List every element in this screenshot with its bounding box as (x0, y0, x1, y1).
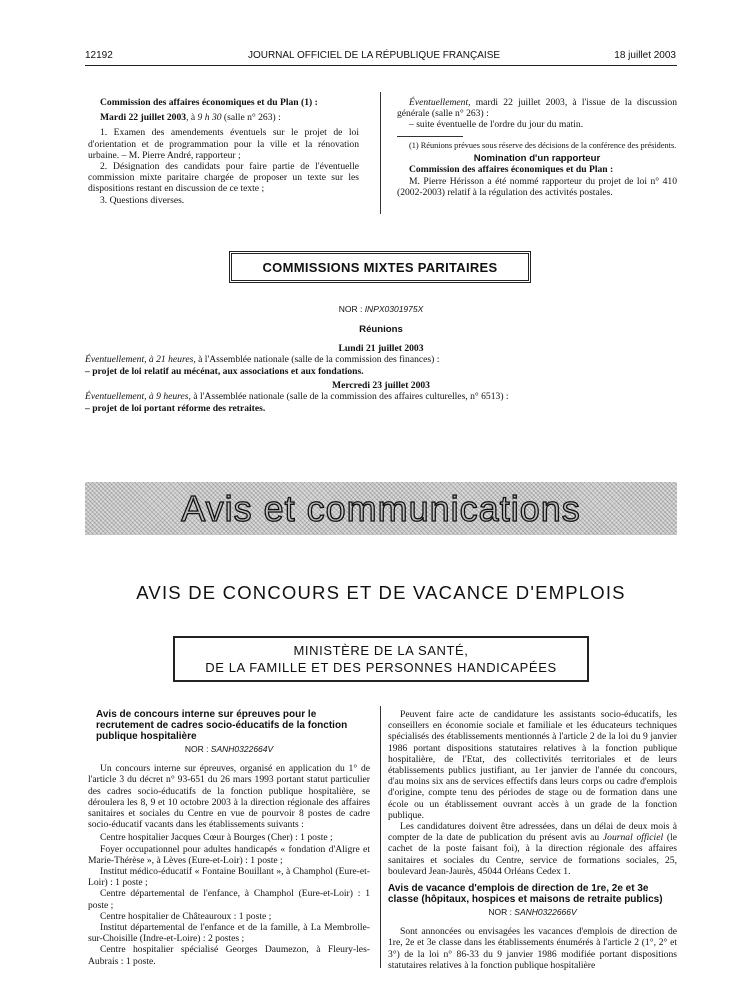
notice-paragraph: Les candidatures doivent être adressées, dans un délai de deux mois à compter de la date de publication du présent avis au Journal officiel (le cachet de la poste faisant foi), à la direction régionale des affaires sanitaires et sociales du Centre, service de formations sociales, 25, boulevard Jean-Jaurès, 45044 Orléans Cedex 1. (388, 821, 677, 877)
page-number: 12192 (85, 50, 113, 61)
notice-paragraph: Sont annoncées ou envisagées les vacances d'emplois de direction de 1re, 2e et 3e classe dans les établissements énumérés à l'article 2 (1°, 2° et 3°) de la loi n° 86-33 du 9 janvier 1986 modifiée portant dispositions statutaires relatives à la fonction publique hospitalière (388, 926, 677, 971)
bottom-left-column (88, 709, 370, 967)
notice-title: Avis de concours interne sur épreuves pour le recrutement de cadres socio-éducatifs de la fonction publique hospitalière (96, 709, 348, 742)
banner-title: Avis et communications (181, 487, 581, 529)
notice-title: Avis de vacance d'emplois de direction de 1re, 2e et 3e classe (hôpitaux, hospices et maisons de retraite publics) (388, 883, 663, 906)
reunions-heading: Réunions (359, 324, 403, 336)
top-right-column (397, 97, 677, 198)
nomination-text: M. Pierre Hérisson a été nommé rapporteur du projet de loi n° 410 (2002-2003) relatif à la régulation des activités postales. (397, 175, 677, 198)
column-divider (380, 706, 381, 968)
cmp-section (85, 304, 677, 414)
ministry-line: MINISTÈRE DE LA SANTÉ, (293, 643, 469, 658)
column-divider (380, 92, 381, 214)
header-rule (85, 65, 677, 66)
meeting-day: Mercredi 23 juillet 2003 (332, 380, 430, 392)
meeting-line: Mardi 22 juillet 2003, à 9 h 30 (salle n° 263) : (100, 112, 281, 124)
avis-heading: AVIS DE CONCOURS ET DE VACANCE D'EMPLOIS (136, 582, 626, 603)
nor-reference: NOR : INPX0301975X (338, 304, 424, 314)
agenda-item: 1. Examen des amendements éventuels sur le projet de loi d'orientation et de programmation pour la ville et la rénovation urbaine. – M. Pierre André, rapporteur ; (88, 127, 359, 161)
agenda-item: – suite éventuelle de l'ordre du jour du matin. (409, 119, 584, 131)
establishment-item: Centre hospitalier Jacques Cœur à Bourges (Cher) : 1 poste ; (100, 832, 333, 844)
commission-heading: Commission des affaires économiques et du Plan (1) : (100, 97, 318, 108)
establishment-item: Institut médico-éducatif « Fontaine Bouillant », à Champhol (Eure-et-Loir) : 1 poste ; (88, 866, 370, 889)
footnote-rule (397, 136, 463, 137)
agenda-item: 3. Questions diverses. (100, 194, 185, 206)
cmp-title: COMMISSIONS MIXTES PARITAIRES (262, 259, 498, 275)
ministry-line: DE LA FAMILLE ET DES PERSONNES HANDICAPÉES (205, 660, 557, 675)
cmp-title-box (229, 251, 531, 283)
journal-title: JOURNAL OFFICIEL DE LA RÉPUBLIQUE FRANÇAISE (247, 50, 501, 61)
establishment-item: Centre hospitalier spécialisé Georges Daumezon, à Fleury-les-Aubrais : 1 poste. (88, 944, 370, 967)
establishment-item: Centre hospitalier de Châteauroux : 1 poste ; (100, 910, 272, 922)
notice-paragraph: Un concours interne sur épreuves, organisé en application du 1° de l'article 3 du décret n° 93-651 du 26 mars 1993 portant statut particulier des cadres socio-éducatifs de la fonction publique hospitalière, se déroulera les 8, 9 et 10 octobre 2003 à la direction régionale des affaires sanitaires et sociales du Centre en vue de pourvoir 8 postes de cadre socio-éducatif vacants dans les établissements suivants : (88, 763, 370, 831)
agenda-item: 2. Désignation des candidats pour faire partie de l'éventuelle commission mixte paritaire chargée de proposer un texte sur les dispositions restant en discussion de ce texte ; (88, 161, 359, 195)
meeting-item: – projet de loi relatif au mécénat, aux associations et aux fondations. (85, 365, 364, 377)
establishment-item: Foyer occupationnel pour adultes handicapés « fondation d'Aligre et Marie-Thérèse », à Lèves (Eure-et-Loir) : 1 poste ; (88, 843, 370, 866)
footnote: (1) Réunions prévues sous réserve des décisions de la conférence des présidents. (409, 140, 677, 150)
notice-paragraph: Peuvent faire acte de candidature les assistants socio-éducatifs, les conseillers en économie sociale et familiale et les éducateurs techniques spécialisés des établissements mentionnés à l'article 2 de la loi du 9 janvier 1986 portant dispositions statutaires relatives à la fonction publique hospitalière, de l'Etat, des collectivités territoriales et de leurs établissements publics justifiant, au 1er janvier de l'année du concours, d'au moins six ans de services effectifs dans leurs corps ou cadre d'emplois d'origine, compte tenu des périodes de stage ou de formation dans une école ou un établissement ouvrant accès à un grade de la fonction publique. (388, 709, 677, 821)
nomination-title: Nomination d'un rapporteur (473, 153, 601, 165)
eventual-meeting: Éventuellement, mardi 22 juillet 2003, à l'issue de la discussion générale (salle n° 263) : (397, 97, 677, 120)
issue-date: 18 juillet 2003 (614, 50, 676, 61)
meeting-detail: Éventuellement, à 21 heures, à l'Assemblée nationale (salle de la commission des finances) : (85, 354, 440, 366)
nor-reference: NOR : SANH0322666V (488, 907, 577, 918)
bottom-right-column (388, 709, 677, 971)
nor-reference: NOR : SANH0322664V (184, 744, 274, 754)
meeting-day: Lundi 21 juillet 2003 (338, 342, 424, 354)
meeting-detail: Éventuellement, à 9 heures, à l'Assemblée nationale (salle de la commission des affaires culturelles, n° 6513) : (85, 391, 509, 403)
top-left-column (88, 97, 359, 206)
nomination-commission: Commission des affaires économiques et du Plan : (409, 164, 614, 176)
establishment-item: Institut départemental de l'enfance et de la famille, à La Membrolle-sur-Choisille (Indre-et-Loire) : 2 postes ; (88, 922, 370, 945)
establishment-item: Centre départemental de l'enfance, à Champhol (Eure-et-Loir) : 1 poste ; (88, 888, 370, 911)
meeting-item: – projet de loi portant réforme des retraites. (85, 402, 266, 414)
ministry-box (173, 636, 589, 682)
section-banner (85, 482, 677, 535)
